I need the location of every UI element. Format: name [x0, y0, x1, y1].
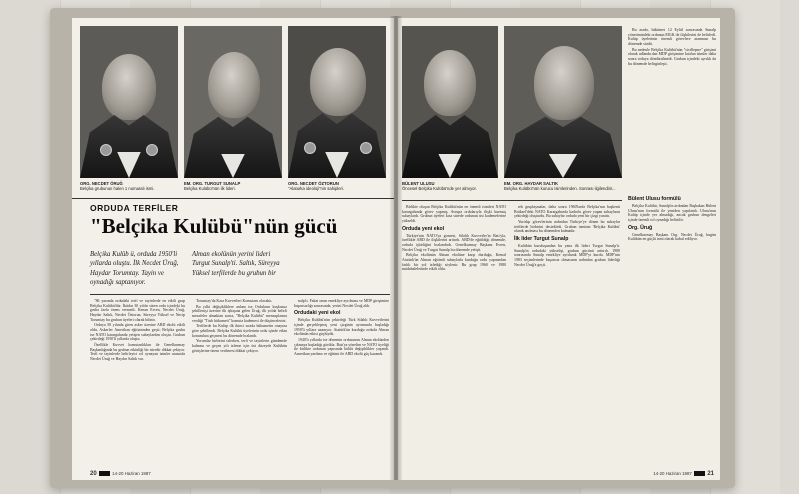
- subheading: Ordudaki yeni ekol: [294, 310, 341, 317]
- subheading: Bülent Ulusu formülü: [628, 196, 681, 202]
- photo-haydar-saltik: [504, 26, 622, 178]
- caption-necdet-urug: [80, 181, 178, 191]
- paragraph: Belçika ekolünün Alman ekolüne karşı durduğu, Kemal Atatürk'ün Alman eğitimli subaylarla kurduğu ordu yapısından farklı bir yol izlediği söylenir. Bu grup 1960 ve 1980 müdahalelerinde etkili oldu.: [402, 253, 506, 272]
- paragraph: Bu nedenle Belçika Kulübü'nün "sivilleşme" girişimi olarak adlandırılan MDP girişimine katılan isimler daha sonra orduya döndürülmedi. Grubun içindeki ayrılık da bu dönemde belirginleşti.: [628, 47, 716, 66]
- magazine-spine: [390, 16, 402, 480]
- paragraph: Terfilerde bu Kulüp ilk ikinci sırada hükumetin onayına göre şekillendi. Belçika Kulübü üyelerinin ordu içinde etkin konumlara geçmesi bu dönemde hızlandı.: [192, 324, 287, 338]
- magazine-logo-icon: [694, 471, 705, 476]
- caption-text: Belçika Kulübü'nün kurucu isimlerinden. Sonrası ilgilendirir...: [504, 186, 616, 191]
- divider: [90, 294, 390, 295]
- paragraph: Kulübün kuruluşundan bu yana ilk lideri Turgut Sunalp'ti. Sunalp'in ordudaki yükselişi, grubun gücünü arttırdı. 1980 sonrasında Sunalp emekliye ayrılarak MDP'yi kurdu. MDP'nin 1983 seçimlerinde başarısız olmasının ardından grubun liderliği Necdet Üruğ'a geçti.: [514, 243, 620, 267]
- headline: "Belçika Kulübü"nün gücü: [90, 214, 338, 238]
- issue-date: 14-20 Haziran 1987: [653, 471, 692, 476]
- paragraph: Türkiye'nin NATO'ya girmesi, Silahlı Kuvvetler'in Batı'yla, özellikle ABD ile ilişkilerini arttırdı. ABD'de eğitildiği dönemde, orduda işbirliğini hızlandırdı. Genelkurmay Başkanı Evren, Necdet Üruğ ve Turgut Sunalp bu dönemde yetişti.: [402, 233, 506, 252]
- body-column-1: [90, 299, 185, 479]
- paragraph: Birlikte oluşan Belçika Kulübü'nün en önemli isimleri NATO karargahında görev yapmış, Avrupa ordularıyla ilişki kurmuş subaylardı. Grubun üyeleri kısa sürede ordunun üst kademelerine yükseldi.: [402, 205, 506, 223]
- caption-haydar-saltik: [504, 181, 622, 191]
- caption-bulent-ulusu: [402, 181, 498, 191]
- caption-text: Belçika Kulübü'nün ilk lideri.: [184, 186, 236, 191]
- kicker-text: ORDUDA TERFİLER: [90, 203, 179, 213]
- photo-necdet-urug: [80, 26, 178, 178]
- body-column-2: [192, 299, 287, 479]
- body-column-6: [628, 194, 716, 477]
- right-page: [398, 18, 720, 480]
- caption-text: Belçika grubunun halen 1 numaralı ismi.: [80, 186, 155, 191]
- paragraph: Yorumlar birbirini izlerken, terfi ve tayinlerin gündemde kalması ve geçen yılı izleme için üst düzeyde Kulübün görüşlerine önem verilmesi dikkat çekiyor.: [192, 339, 287, 353]
- section-kicker: [72, 198, 394, 211]
- caption-name: BÜLENT ULUSU: [402, 181, 435, 186]
- paragraph: Belçika Kulübü'nün çekirdeği Türk Silahlı Kuvvetlerini içinde gerçekleşmiş yeni çizginin ayrımında başladığı 1950'li yıllara uzanıyor. Atatürk'ün kurduğu orduda Alman ekolünün etkisi güçlüydü.: [294, 318, 389, 337]
- left-page: [72, 18, 394, 480]
- paragraph: Belçika Kulübü, Sunalp'in ardından Başbakan Bülent Ulusu'nun formülü ile yeniden yapılandı. Ulusu'nun Kulüp içinde yer almadığı, ancak grubun dengeleri içinde önemli rol oynadığı belirtilir.: [628, 204, 716, 222]
- caption-name: ORG. NECDET ÖRUĞ: [80, 181, 123, 186]
- subheading: Orduda yeni ekol: [402, 225, 445, 232]
- caption-text: Öncesel Belçika Kulübü'nde yer almıyor.: [402, 186, 477, 191]
- caption-name: EM. ORG. TURGUT SUNALP: [184, 181, 241, 186]
- paragraph: Torumtay'da Kara Kuvvetleri Komutanı olacaktı.: [196, 299, 273, 303]
- paragraph: "86 yazında ordudaki terfi ve tayinlerde en etkili grup Belçika Kulübü'dür. İktidar 30 yıldır süren ordu içindeki bu gruba fazla önem vermedi. Kenan Evren, Necdet Üruğ, Haydar Saltık, Necdet Öztorun, Süreyya Yüksel ve Necip Torumtay bu grubun üyeleri olarak bilinir.: [90, 299, 185, 322]
- caption-name: ORG. NECDET ÖZTORUN: [288, 181, 339, 186]
- paragraph: Genelkurmay Başkanı Org. Necdet Üruğ, bugün Kulübün en güçlü ismi olarak kabul ediliyor.: [628, 232, 716, 242]
- photo-turgut-sunalp: [184, 26, 282, 178]
- photo-necdet-oztorun: [288, 26, 386, 178]
- page-number: 21: [707, 471, 714, 477]
- caption-necdet-oztorun: [288, 181, 386, 191]
- paragraph: Özellikle Kuvvet komutanlıkları ile Genelkurmay Başkanlığında bu grubun etkinliği bir süredir dikkat çekiyor. Terfi ve tayinlerde belirleyici rol oynayan isimler arasında Necdet Üruğ ve Haydar Saltık var.: [90, 342, 185, 361]
- body-column-3: [294, 299, 389, 479]
- paragraph: Bu arada, hükümet 12 Eylül sonrasında Sunalp yönetimindeki ordunun MGK ile ilişkilerini de belirledi. Kulüp üyelerinin önemli görevlere atanması bu dönemde sürdü.: [628, 28, 716, 46]
- subheading: İlk lider Turgut Sunalp: [514, 235, 569, 242]
- page-number: 20: [90, 471, 97, 477]
- caption-turgut-sunalp: [184, 181, 282, 191]
- footer-right: [653, 471, 714, 477]
- footer-left: [90, 471, 151, 477]
- deck-col-2: Alman ekolünün yerini lideri Turgut Sunalp'ti. Saltık, Süreyya Yüksel terfilerde bu grubun bir: [192, 251, 280, 277]
- magazine-logo-icon: [99, 471, 110, 476]
- paragraph: nalp'ti. Fakat onun emekliye ayrılması ve MDP girişimine başarısızlığı sonrasında, yerini Necdet Üruğ aldı.: [294, 299, 389, 308]
- magazine-spread: [50, 8, 735, 488]
- paragraph: 1940'lı yıllarda ise dönemin ordusunun Alman ekolünden çıkmaya başladığı görülür. Batı'ya yönelim ve NATO üyeliği ile birlikte ordunun yapısında köklü değişiklikler yaşandı. Amerikan yardımı ve eğitimi ile ABD ekolü güç kazandı.: [294, 337, 389, 356]
- caption-text: "Alaturka ideoloji"nin sahipleri.: [288, 186, 345, 191]
- caption-name: EM. ORG. HAYDAR SALTIK: [504, 181, 558, 186]
- deck-col-1: Belçika Kulüb ü, orduda 1950'li yıllarda oluştu. İlk Necdet Üruğ, Haydar Torumtay. Tayin ve oynadığı saptanıyor.: [90, 251, 179, 287]
- paragraph: Orduya 50 yılında giren asker üzerine ABD ekolü etkili oldu. Askerler Amerikan eğitiminden geçti; Belçika grubu ise NATO karargahında yetişen subaylardan oluştu. Grubun çekirdeği 1950'li yıllarda oluştu.: [90, 323, 185, 342]
- paragraph: rek gruplaşmalar, daha sonra 1960'larda Belçika'nın başkenti Brüksel'deki NATO Karargahında kadrolu görev yapan subayların çekirdeği oluşturdu. Bu subaylar orduda yeni bir çizgi yarattı.: [514, 205, 620, 219]
- photo-bulent-ulusu: [402, 26, 498, 178]
- body-column-5: [514, 205, 620, 477]
- issue-date: 14-20 Haziran 1987: [112, 471, 151, 476]
- body-column-top-right: [628, 28, 716, 188]
- subheading: Org. Üruğ: [628, 224, 653, 231]
- paragraph: Bu yılki değişikliklere anlam ise Orduların kuşkusuz şekillenişi üzerine ilk işbaşına gelen Üruğ, ilk yolda belirli mesafeler almaktan sonra, "Belçika Kulübü" mensuplarına verdiği "Türk hükumeti" komuta kademesi ile düşüncelerini.: [192, 304, 287, 323]
- paragraph: Yurtdışı görevlerinin ardından Türkiye'ye dönen bu subaylar terfilerde birbirini destekledi. Grubun isminin 'Belçika Kulübü' olarak anılması bu dönemden kalmadır.: [514, 219, 620, 234]
- divider: [402, 200, 622, 201]
- body-column-4: [402, 205, 506, 477]
